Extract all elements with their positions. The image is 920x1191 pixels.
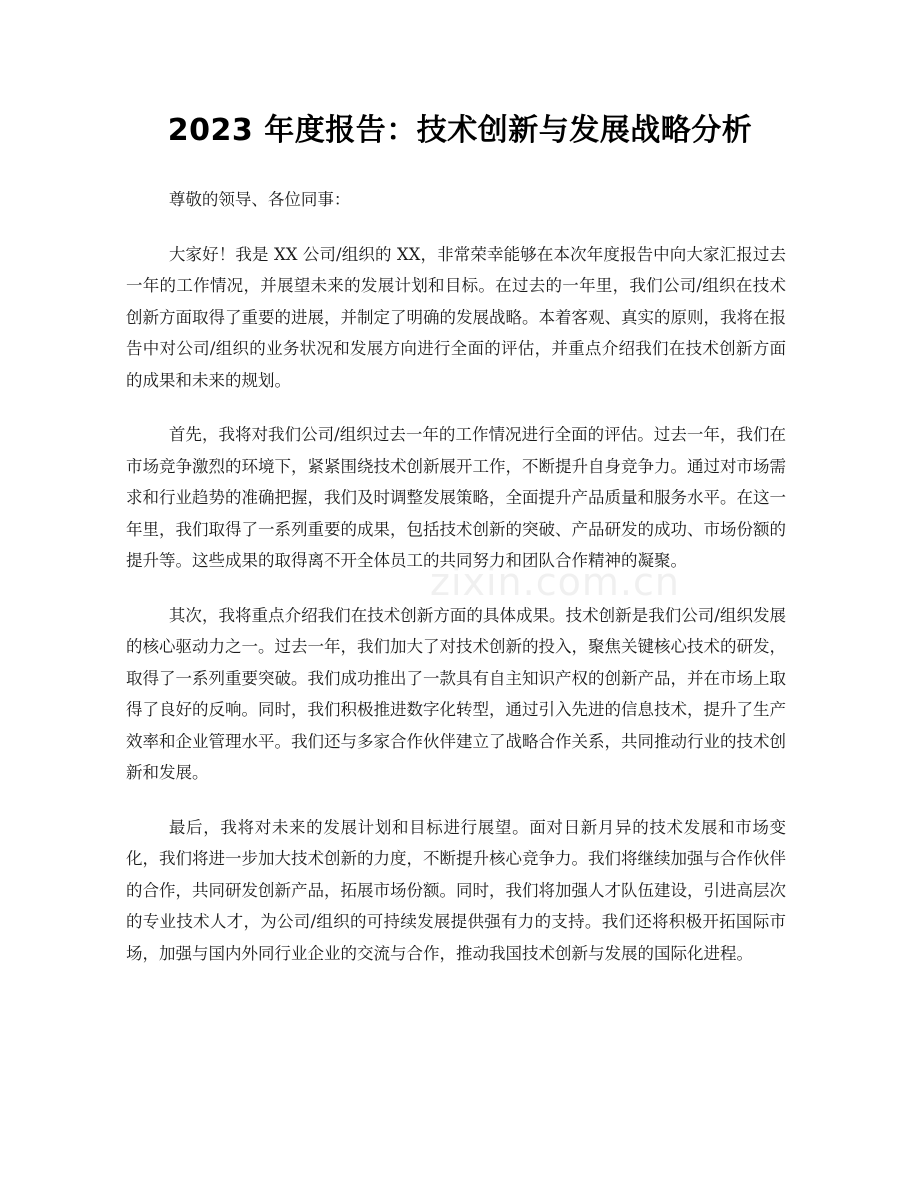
paragraph-second: 其次，我将重点介绍我们在技术创新方面的具体成果。技术创新是我们公司/组织发展的核心驱动力之一。过去一年，我们加大了对技术创新的投入，聚焦关键核心技术的研发，取得了一系列重要突破。我们成功推出了一款具有自主知识产权的创新产品，并在市场上取得了良好的反响。同时，我们积极推进数字化转型，通过引入先进的信息技术，提升了生产效率和企业管理水平。我们还与多家合作伙伴建立了战略合作关系，共同推动行业的技术创新和发展。	[126, 605, 786, 782]
document-title: 2023 年度报告：技术创新与发展战略分析	[167, 113, 753, 148]
paragraph-first: 首先，我将对我们公司/组织过去一年的工作情况进行全面的评估。过去一年，我们在市场竞争激烈的环境下，紧紧围绕技术创新展开工作，不断提升自身竞争力。通过对市场需求和行业趋势的准确把握，我们及时调整发展策略，全面提升产品质量和服务水平。在这一年里，我们取得了一系列重要的成果，包括技术创新的突破、产品研发的成功、市场份额的提升等。这些成果的取得离不开全体员工的共同努力和团队合作精神的凝聚。	[126, 425, 786, 570]
paragraph-last: 最后，我将对未来的发展计划和目标进行展望。面对日新月异的技术发展和市场变化，我们将进一步加大技术创新的力度，不断提升核心竞争力。我们将继续加强与合作伙伴的合作，共同研发创新产品，拓展市场份额。同时，我们将加强人才队伍建设，引进高层次的专业技术人才，为公司/组织的可持续发展提供强有力的支持。我们还将积极开拓国际市场，加强与国内外同行业企业的交流与合作，推动我国技术创新与发展的国际化进程。	[126, 817, 786, 963]
paragraph-intro: 大家好！我是 XX 公司/组织的 XX，非常荣幸能够在本次年度报告中向大家汇报过去一年的工作情况，并展望未来的发展计划和目标。在过去的一年里，我们公司/组织在技术创新方面取得了重要的进展，并制定了明确的发展战略。本着客观、真实的原则，我将在报告中对公司/组织的业务状况和发展方向进行全面的评估，并重点介绍我们在技术创新方面的成果和未来的规划。	[126, 244, 786, 390]
watermark: zixin.com.cn	[430, 560, 680, 604]
document-body	[126, 184, 786, 992]
greeting: 尊敬的领导、各位同事：	[168, 190, 351, 209]
